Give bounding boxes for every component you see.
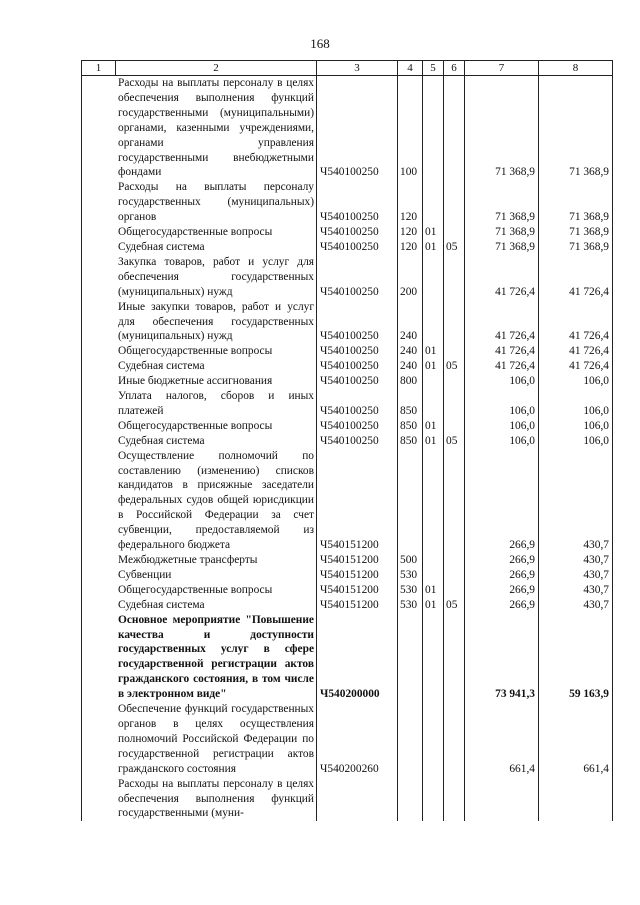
row-vr: 100: [398, 76, 423, 181]
table-row: [82, 598, 613, 613]
row-value-col8: 430,7: [539, 598, 613, 613]
row-rz: [423, 568, 444, 583]
row-code: Ч540100250: [317, 180, 398, 225]
row-value-col8: 71 368,9: [539, 240, 613, 255]
row-value-col7: 71 368,9: [465, 180, 539, 225]
row-pr: [444, 553, 465, 568]
row-value-col7: 71 368,9: [465, 225, 539, 240]
row-pr: [444, 568, 465, 583]
row-name: Расходы на выплаты персоналу государственных (муниципальных) органов: [82, 180, 317, 225]
row-value-col8: 106,0: [539, 434, 613, 449]
row-vr: 240: [398, 300, 423, 345]
table-row: [82, 613, 613, 702]
row-name: Судебная система: [82, 598, 317, 613]
row-value-col8: [539, 777, 613, 822]
row-code: Ч540100250: [317, 374, 398, 389]
row-name: Расходы на выплаты персоналу в целях обеспечения выполнения функций государственными (муниципальными) органами, казенными учреждениями, органами управления государственными внебюджетными фондами: [82, 76, 317, 181]
row-value-col7: 106,0: [465, 419, 539, 434]
table-row: [82, 777, 613, 822]
row-vr: 530: [398, 568, 423, 583]
row-vr: 530: [398, 583, 423, 598]
row-code: Ч540100250: [317, 344, 398, 359]
row-value-col7: 266,9: [465, 583, 539, 598]
row-name: Уплата налогов, сборов и иных платежей: [82, 389, 317, 419]
row-pr: [444, 180, 465, 225]
row-value-col7: 661,4: [465, 702, 539, 777]
row-rz: [423, 777, 444, 822]
table-row: [82, 225, 613, 240]
row-vr: 850: [398, 389, 423, 419]
row-vr: 530: [398, 598, 423, 613]
column-header: 5: [423, 61, 444, 76]
row-pr: [444, 449, 465, 553]
row-pr: [444, 255, 465, 300]
row-name: Судебная система: [82, 240, 317, 255]
row-name: Судебная система: [82, 434, 317, 449]
row-name: Расходы на выплаты персоналу в целях обеспечения выполнения функций государственными (муни-: [82, 777, 317, 822]
row-rz: 01: [423, 359, 444, 374]
row-value-col7: 106,0: [465, 434, 539, 449]
row-value-col8: 41 726,4: [539, 255, 613, 300]
table-row: [82, 568, 613, 583]
row-rz: [423, 449, 444, 553]
row-rz: 01: [423, 598, 444, 613]
row-pr: [444, 300, 465, 345]
table-row: [82, 702, 613, 777]
page-number: 168: [310, 36, 330, 51]
row-name: Межбюджетные трансферты: [82, 553, 317, 568]
row-value-col8: 59 163,9: [539, 613, 613, 702]
row-code: Ч540151200: [317, 449, 398, 553]
row-value-col8: 430,7: [539, 568, 613, 583]
row-rz: 01: [423, 419, 444, 434]
row-code: Ч540100250: [317, 434, 398, 449]
row-code: Ч540100250: [317, 225, 398, 240]
table-row: [82, 76, 613, 181]
row-rz: 01: [423, 344, 444, 359]
row-code: Ч540151200: [317, 583, 398, 598]
table-row: [82, 434, 613, 449]
row-code: Ч540200000: [317, 613, 398, 702]
row-pr: [444, 344, 465, 359]
row-rz: [423, 180, 444, 225]
row-code: Ч540100250: [317, 255, 398, 300]
row-code: Ч540100250: [317, 240, 398, 255]
row-name: Иные бюджетные ассигнования: [82, 374, 317, 389]
row-value-col7: 266,9: [465, 568, 539, 583]
row-pr: 05: [444, 598, 465, 613]
table-row: [82, 553, 613, 568]
row-value-col7: 266,9: [465, 598, 539, 613]
row-vr: 850: [398, 434, 423, 449]
row-name: Осуществление полномочий по составлению (изменению) списков кандидатов в присяжные заседатели федеральных судов общей юрисдикции в Российской Федерации за счет субвенции, предоставляемой из федерального бюджета: [82, 449, 317, 553]
row-rz: 01: [423, 583, 444, 598]
row-pr: [444, 777, 465, 822]
row-name: Закупка товаров, работ и услуг для обеспечения государственных (муниципальных) нужд: [82, 255, 317, 300]
row-pr: [444, 419, 465, 434]
row-vr: 120: [398, 240, 423, 255]
row-value-col8: 430,7: [539, 449, 613, 553]
table-row: [82, 374, 613, 389]
row-code: Ч540100250: [317, 389, 398, 419]
column-header: 4: [398, 61, 423, 76]
row-value-col7: 41 726,4: [465, 255, 539, 300]
row-value-col8: 41 726,4: [539, 359, 613, 374]
row-code: [317, 777, 398, 822]
row-name: Обеспечение функций государственных органов в целях осуществления полномочий Российской Федерации по государственной регистрации актов гражданского состояния: [82, 702, 317, 777]
row-vr: [398, 777, 423, 822]
row-value-col7: 266,9: [465, 449, 539, 553]
table-row: [82, 359, 613, 374]
row-value-col8: 71 368,9: [539, 225, 613, 240]
column-header: 2: [116, 61, 317, 76]
column-header: 1: [82, 61, 116, 76]
row-value-col7: 41 726,4: [465, 300, 539, 345]
row-rz: [423, 374, 444, 389]
column-header: 8: [539, 61, 613, 76]
row-pr: [444, 225, 465, 240]
row-value-col7: 41 726,4: [465, 344, 539, 359]
row-rz: [423, 389, 444, 419]
row-rz: 01: [423, 240, 444, 255]
row-value-col7: 266,9: [465, 553, 539, 568]
row-pr: 05: [444, 434, 465, 449]
row-name: Общегосударственные вопросы: [82, 225, 317, 240]
row-value-col8: 106,0: [539, 389, 613, 419]
row-value-col8: 41 726,4: [539, 300, 613, 345]
table-row: [82, 300, 613, 345]
row-value-col8: 106,0: [539, 374, 613, 389]
row-name: Субвенции: [82, 568, 317, 583]
row-rz: [423, 300, 444, 345]
row-name: Общегосударственные вопросы: [82, 583, 317, 598]
row-vr: [398, 702, 423, 777]
row-pr: [444, 583, 465, 598]
row-rz: [423, 613, 444, 702]
row-vr: 500: [398, 553, 423, 568]
row-rz: 01: [423, 225, 444, 240]
row-rz: [423, 553, 444, 568]
row-value-col7: 73 941,3: [465, 613, 539, 702]
column-header: 7: [465, 61, 539, 76]
row-code: Ч540151200: [317, 553, 398, 568]
row-value-col8: 661,4: [539, 702, 613, 777]
row-pr: [444, 389, 465, 419]
row-rz: [423, 702, 444, 777]
row-code: Ч540100250: [317, 419, 398, 434]
row-name: Общегосударственные вопросы: [82, 419, 317, 434]
row-code: Ч540100250: [317, 359, 398, 374]
row-vr: 800: [398, 374, 423, 389]
row-value-col7: 71 368,9: [465, 240, 539, 255]
table-row: [82, 344, 613, 359]
table-row: [82, 389, 613, 419]
row-vr: 120: [398, 225, 423, 240]
row-name: Основное мероприятие "Повышение качества и доступности государственных услуг в сфере государственной регистрации актов гражданского состояния, в том числе в электронном виде": [82, 613, 317, 702]
row-code: Ч540200260: [317, 702, 398, 777]
row-value-col8: 71 368,9: [539, 76, 613, 181]
table-row: [82, 180, 613, 225]
row-pr: [444, 76, 465, 181]
row-value-col8: 430,7: [539, 583, 613, 598]
row-value-col7: [465, 777, 539, 822]
row-pr: [444, 702, 465, 777]
row-value-col8: 430,7: [539, 553, 613, 568]
row-pr: [444, 374, 465, 389]
row-vr: 850: [398, 419, 423, 434]
row-vr: [398, 449, 423, 553]
budget-table: [81, 60, 613, 821]
row-value-col7: 106,0: [465, 374, 539, 389]
row-name: Общегосударственные вопросы: [82, 344, 317, 359]
row-value-col7: 106,0: [465, 389, 539, 419]
column-header: 3: [317, 61, 398, 76]
row-pr: [444, 613, 465, 702]
row-vr: 240: [398, 359, 423, 374]
row-name: Иные закупки товаров, работ и услуг для обеспечения государственных (муниципальных) нужд: [82, 300, 317, 345]
row-code: Ч540100250: [317, 76, 398, 181]
row-pr: 05: [444, 240, 465, 255]
row-rz: 01: [423, 434, 444, 449]
row-rz: [423, 255, 444, 300]
table-row: [82, 419, 613, 434]
row-name: Судебная система: [82, 359, 317, 374]
row-vr: 200: [398, 255, 423, 300]
table-row: [82, 240, 613, 255]
row-vr: [398, 613, 423, 702]
row-code: Ч540151200: [317, 568, 398, 583]
column-header: 6: [444, 61, 465, 76]
row-value-col8: 41 726,4: [539, 344, 613, 359]
row-pr: 05: [444, 359, 465, 374]
row-code: Ч540100250: [317, 300, 398, 345]
row-value-col7: 41 726,4: [465, 359, 539, 374]
row-value-col7: 71 368,9: [465, 76, 539, 181]
table-row: [82, 449, 613, 553]
row-value-col8: 106,0: [539, 419, 613, 434]
row-code: Ч540151200: [317, 598, 398, 613]
table-row: [82, 255, 613, 300]
row-rz: [423, 76, 444, 181]
table-row: [82, 583, 613, 598]
row-vr: 120: [398, 180, 423, 225]
row-vr: 240: [398, 344, 423, 359]
row-value-col8: 71 368,9: [539, 180, 613, 225]
column-number-row: [82, 61, 613, 76]
